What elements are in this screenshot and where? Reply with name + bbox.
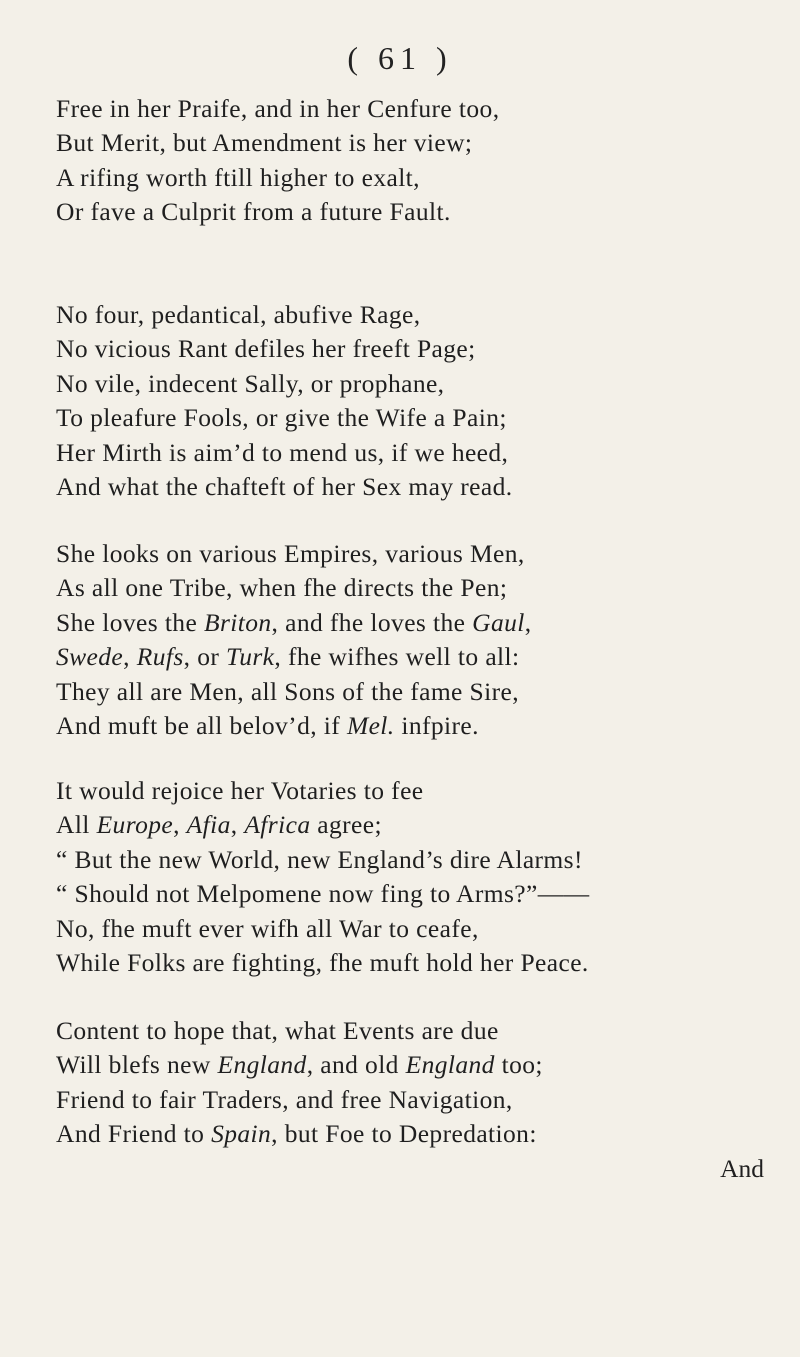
verse-text: agree;	[310, 810, 382, 840]
italic-text: Spain	[211, 1119, 272, 1149]
verse-text: “ Should not Melpomene now fing to Arms?”——	[56, 879, 590, 909]
verse-text: No, fhe muft ever wifh all War to ceafe,	[56, 913, 479, 943]
verse-text: It would rejoice her Votaries to fee	[56, 776, 424, 805]
italic-text: Swede	[56, 642, 124, 672]
verse-line	[56, 161, 776, 195]
verse-text: She looks on various Empires, various Men,	[56, 539, 525, 568]
verse-line	[56, 436, 776, 470]
verse-text: , but Foe to Depredation:	[271, 1119, 537, 1149]
verse-line	[56, 946, 776, 980]
verse-text: , and old	[306, 1050, 406, 1080]
verse-line	[56, 912, 776, 946]
verse-line	[56, 367, 776, 401]
verse-line	[56, 332, 776, 366]
verse-line	[56, 92, 776, 126]
verse-line	[56, 774, 776, 808]
verse-text: To pleafure Fools, or give the Wife a Pain;	[56, 403, 507, 433]
italic-text: Gaul	[472, 607, 525, 637]
verse-text: , and fhe loves the	[271, 607, 473, 637]
italic-text: Europe	[96, 810, 174, 840]
verse-line	[56, 1014, 776, 1048]
italic-text: Briton	[203, 607, 272, 637]
italic-text: England	[217, 1050, 307, 1080]
verse-text: infpire.	[394, 710, 479, 740]
verse-text: But Merit, but Amendment is her view;	[56, 128, 473, 158]
verse-line	[56, 808, 776, 842]
verse-line	[56, 640, 776, 674]
verse-line	[56, 1048, 776, 1082]
stanza-4	[56, 774, 776, 980]
verse-text: While Folks are fighting, fhe muft hold her Peace.	[56, 947, 589, 977]
italic-text: Turk	[226, 642, 275, 672]
verse-text: As all one Tribe, when fhe directs the Pen;	[56, 573, 508, 603]
catchword: And	[720, 1154, 764, 1183]
stanza-1	[56, 92, 776, 230]
verse-text: No vile, indecent Sally, or prophane,	[56, 368, 445, 398]
verse-text: Or fave a Culprit from a future Fault.	[56, 197, 451, 227]
verse-text: Content to hope that, what Events are due	[56, 1016, 499, 1045]
italic-text: England	[405, 1050, 495, 1080]
verse-text: Friend to fair Traders, and free Navigation,	[56, 1084, 513, 1114]
verse-text: Will blefs new	[56, 1050, 218, 1080]
verse-text: Free in her Praife, and in her Cenfure too,	[56, 94, 500, 123]
stanza-3	[56, 537, 776, 743]
verse-text: ,	[524, 607, 532, 637]
verse-line	[56, 606, 776, 640]
verse-text: And muft be all belov’d, if	[56, 710, 347, 740]
verse-text: A rifing worth ftill higher to exalt,	[56, 162, 420, 192]
verse-line	[56, 298, 776, 332]
verse-line	[56, 126, 776, 160]
verse-text: And what the chafteft of her Sex may read.	[56, 471, 513, 501]
italic-text: Africa	[244, 810, 311, 840]
verse-text: And Friend to	[56, 1119, 212, 1149]
verse-line	[56, 537, 776, 571]
verse-line	[56, 709, 776, 743]
italic-text: Rufs	[136, 642, 184, 672]
verse-text: ,	[123, 642, 137, 672]
stanza-2	[56, 298, 776, 504]
italic-text: Afia	[186, 810, 231, 840]
verse-text: She loves the	[56, 607, 204, 637]
verse-text: ,	[173, 810, 187, 840]
verse-line	[56, 195, 776, 229]
verse-text: They all are Men, all Sons of the fame Sire,	[56, 676, 520, 706]
verse-line	[56, 675, 776, 709]
verse-text: too;	[494, 1050, 543, 1080]
verse-line	[56, 877, 776, 911]
verse-text: Her Mirth is aim’d to mend us, if we heed,	[56, 437, 509, 467]
verse-text: ,	[230, 810, 245, 840]
page-number: ( 61 )	[347, 40, 453, 76]
verse-line	[56, 1117, 776, 1151]
verse-text: , fhe wifhes well to all:	[274, 642, 520, 672]
verse-line	[56, 470, 776, 504]
italic-text: Mel.	[346, 710, 395, 740]
verse-text: All	[56, 810, 97, 840]
verse-line	[56, 401, 776, 435]
verse-text: No vicious Rant defiles her freeft Page;	[56, 334, 476, 364]
verse-text: , or	[183, 642, 227, 672]
verse-text: “ But the new World, new England’s dire Alarms!	[56, 844, 583, 874]
stanza-5	[56, 1014, 776, 1152]
verse-line	[56, 843, 776, 877]
verse-line	[56, 571, 776, 605]
verse-text: No four, pedantical, abufive Rage,	[56, 300, 421, 329]
verse-line	[56, 1083, 776, 1117]
